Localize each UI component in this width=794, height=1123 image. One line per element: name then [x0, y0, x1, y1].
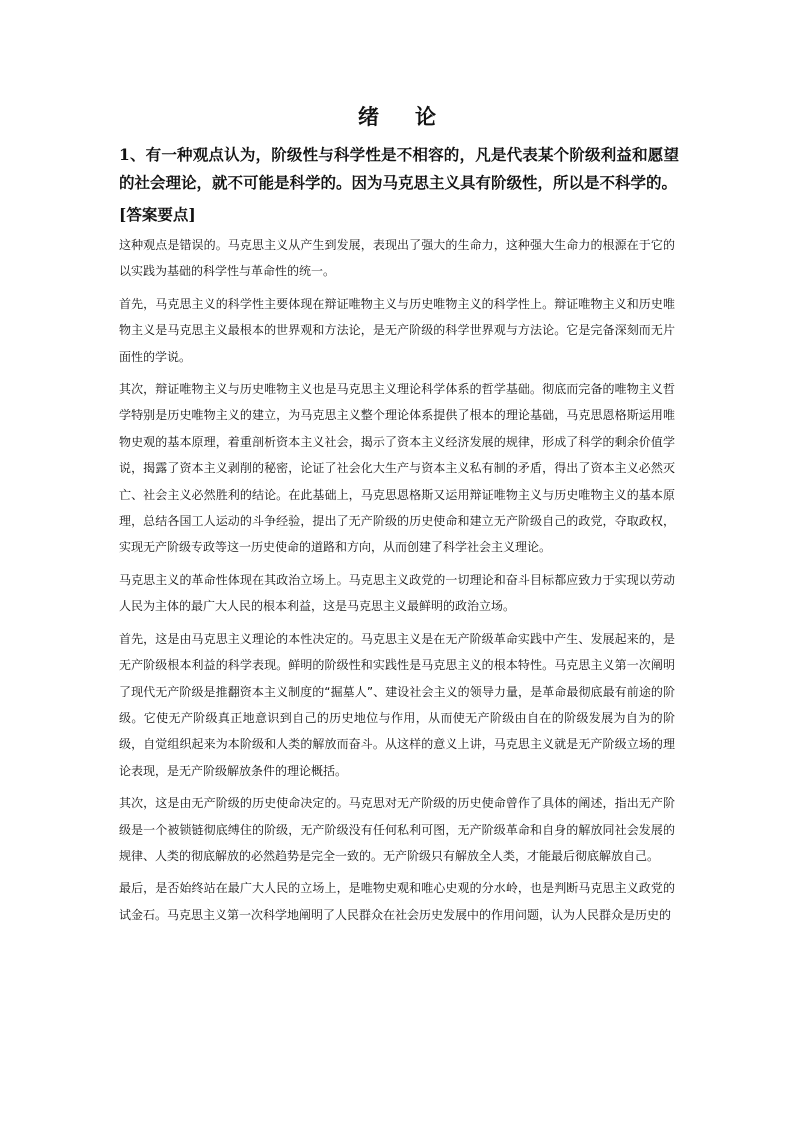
answer-heading: [答案要点] [119, 205, 196, 224]
paragraph: 首先，这是由马克思主义理论的本性决定的。马克思主义是在无产阶级革命实践中产生、发展起来的，是无产阶级根本利益的科学表现。鲜明的阶级性和实践性是马克思主义的根本特性。马克思主义第一次阐明了现代无产阶级是推翻资本主义制度的“掘墓人”、建设社会主义的领导力量，是革命最彻底最有前途的阶级。它使无产阶级真正地意识到自己的历史地位与作用，从而使无产阶级由自在的阶级发展为自为的阶级，自觉组织起来为本阶级和人类的解放而奋斗。从这样的意义上讲，马克思主义就是无产阶级立场的理论表现，是无产阶级解放条件的理论概括。 [119, 631, 675, 778]
answer-body [119, 232, 675, 934]
title-char-2: 论 [415, 104, 436, 129]
paragraph: 首先，马克思主义的科学性主要体现在辩证唯物主义与历史唯物主义的科学性上。辩证唯物主义和历史唯物主义是马克思主义最根本的世界观和方法论，是无产阶级的科学世界观与方法论。它是完备深刻而无片面性的学说。 [119, 296, 675, 364]
paragraph: 其次，辩证唯物主义与历史唯物主义也是马克思主义理论科学体系的哲学基础。彻底而完备的唯物主义哲学特别是历史唯物主义的建立，为马克思主义整个理论体系提供了根本的理论基础，马克思恩格斯运用唯物史观的基本原理，着重剖析资本主义社会，揭示了资本主义经济发展的规律，形成了科学的剩余价值学说，揭露了资本主义剥削的秘密，论证了社会化大生产与资本主义私有制的矛盾，得出了资本主义必然灭亡、社会主义必然胜利的结论。在此基础上，马克思恩格斯又运用辩证唯物主义与历史唯物主义的基本原理，总结各国工人运动的斗争经验，提出了无产阶级的历史使命和建立无产阶级自己的政党，夺取政权，实现无产阶级专政等这一历史使命的道路和方向，从而创建了科学社会主义理论。 [119, 382, 675, 555]
question-text: 1、有一种观点认为，阶级性与科学性是不相容的，凡是代表某个阶级利益和愿望的社会理论，就不可能是科学的。因为马克思主义具有阶级性，所以是不科学的。 [119, 145, 679, 192]
paragraph: 马克思主义的革命性体现在其政治立场上。马克思主义政党的一切理论和奋斗目标都应致力于实现以劳动人民为主体的最广大人民的根本利益，这是马克思主义最鲜明的政治立场。 [119, 572, 675, 614]
page-title [0, 103, 794, 131]
paragraph: 其次，这是由无产阶级的历史使命决定的。马克思对无产阶级的历史使命曾作了具体的阐述，指出无产阶级是一个被锁链彻底缚住的阶级，无产阶级没有任何私利可图，无产阶级革命和自身的解放同社会发展的规律、人类的彻底解放的必然趋势是完全一致的。无产阶级只有解放全人类，才能最后彻底解放自己。 [119, 796, 675, 863]
title-char-1: 绪 [358, 104, 379, 129]
paragraph: 最后，是否始终站在最广大人民的立场上，是唯物史观和唯心史观的分水岭，也是判断马克思主义政党的试金石。马克思主义第一次科学地阐明了人民群众在社会历史发展中的作用问题，认为人民群众是历史的 [119, 881, 675, 922]
paragraph: 这种观点是错误的。马克思主义从产生到发展，表现出了强大的生命力，这种强大生命力的根源在于它的以实践为基础的科学性与革命性的统一。 [119, 238, 675, 279]
